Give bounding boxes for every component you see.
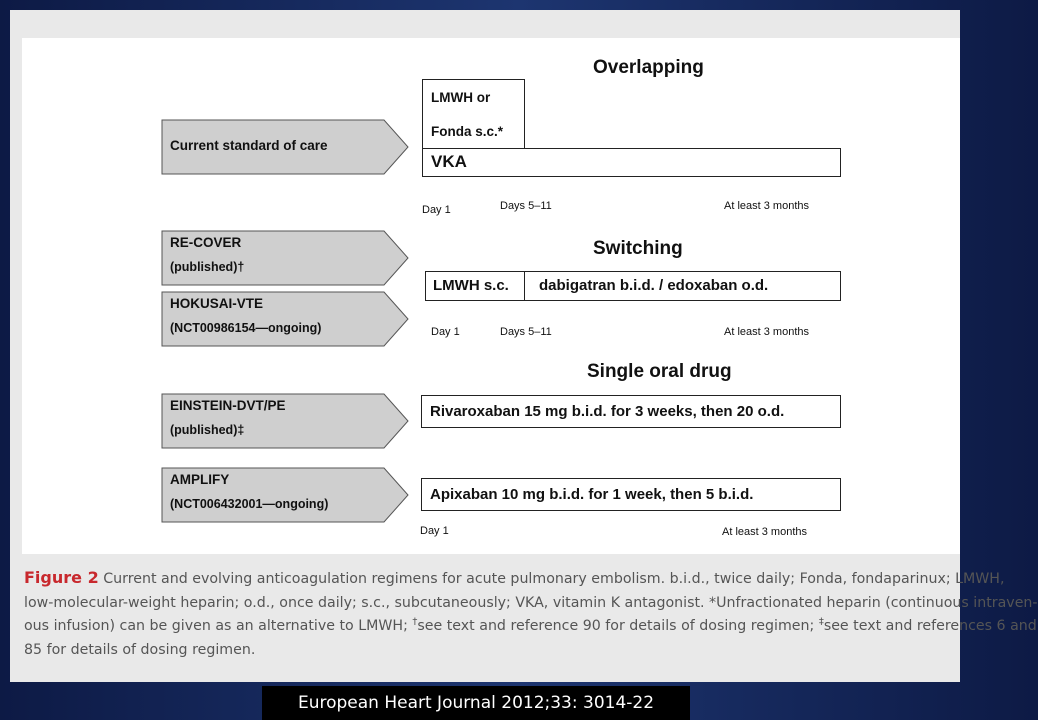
tick-day-1: Day 1 — [431, 326, 460, 338]
tick-day-1: Day 1 — [422, 204, 451, 216]
arrow-hokusai-vte — [162, 292, 408, 346]
arrow-status: (published)‡ — [170, 423, 245, 437]
box-text: VKA — [431, 152, 467, 171]
tick-at-least-3-months: At least 3 months — [724, 200, 809, 212]
figure-caption — [24, 566, 1038, 662]
arrow-status: (NCT006432001—ongoing) — [170, 497, 329, 511]
arrow-title: HOKUSAI-VTE — [170, 296, 264, 311]
double-dagger-mark: ‡ — [818, 616, 824, 628]
arrow-einstein-dvt-pe — [162, 394, 408, 448]
tick-day-1: Day 1 — [420, 525, 449, 537]
caption-text: ous infusion) can be given as an alternative to LMWH; — [24, 618, 413, 634]
caption-text: and — [1005, 618, 1037, 634]
caption-text: see text and reference — [417, 618, 583, 634]
caption-text: Current and evolving anticoagulation regimens for acute pulmonary embolism. b.i.d., twice daily; Fonda, fondaparinux; LMWH, — [103, 571, 1005, 587]
caption-line-2: low-molecular-weight heparin; o.d., once daily; s.c., subcutaneously; VKA, vitamin K antagonist. *Unfractionated heparin (continuous intraven- — [24, 594, 1038, 611]
citation-bar: European Heart Journal 2012;33: 3014-22 — [262, 686, 690, 720]
caption-text: for details of dosing regimen; — [600, 618, 819, 634]
arrow-title: AMPLIFY — [170, 472, 230, 487]
slide — [10, 10, 1038, 682]
box-text: dabigatran b.i.d. / edoxaban o.d. — [539, 277, 769, 294]
reference-link-90[interactable]: 90 — [582, 618, 601, 634]
box-text-line2: Fonda s.c.* — [431, 124, 504, 139]
arrow-title: RE-COVER — [170, 235, 242, 250]
tick-at-least-3-months: At least 3 months — [724, 326, 809, 338]
section-single-oral-drug: Single oral drug — [587, 361, 732, 382]
section-overlapping: Overlapping — [593, 57, 704, 78]
box-text-line1: LMWH or — [431, 90, 491, 105]
arrow-re-cover — [162, 231, 408, 285]
tick-at-least-3-months: At least 3 months — [722, 526, 807, 538]
box-dabigatran-edoxaban — [524, 271, 841, 301]
dagger-mark: † — [412, 616, 418, 628]
box-text: Apixaban 10 mg b.i.d. for 1 week, then 5 b.i.d. — [430, 486, 754, 503]
arrow-amplify — [162, 468, 408, 522]
tick-days-5-11: Days 5–11 — [500, 200, 552, 212]
caption-text: for details of dosing regimen. — [42, 641, 256, 658]
arrow-current-standard-of-care — [162, 120, 408, 174]
tick-days-5-11: Days 5–11 — [500, 326, 552, 338]
arrow-label: Current standard of care — [170, 138, 328, 153]
box-text: LMWH s.c. — [433, 277, 509, 294]
box-vka — [422, 148, 841, 177]
caption-text: see text and references — [823, 618, 997, 634]
caption-line-3 — [24, 615, 1037, 639]
box-text: Rivaroxaban 15 mg b.i.d. for 3 weeks, then 20 o.d. — [430, 403, 785, 420]
box-lmwh-sc — [425, 271, 526, 301]
box-lmwh-or-fonda — [422, 79, 525, 150]
figure-panel — [22, 38, 960, 554]
box-rivaroxaban — [421, 395, 841, 428]
caption-line-4 — [24, 639, 959, 663]
arrow-status: (NCT00986154—ongoing) — [170, 321, 322, 335]
section-switching: Switching — [593, 238, 683, 259]
arrow-title: EINSTEIN-DVT/PE — [170, 398, 286, 413]
arrow-status: (published)† — [170, 260, 245, 274]
figure-label: Figure 2 — [24, 568, 99, 587]
caption-line-1 — [24, 566, 1005, 592]
box-apixaban — [421, 478, 841, 511]
reference-link-6[interactable]: 6 — [996, 618, 1006, 634]
reference-link-85[interactable]: 85 — [24, 641, 43, 658]
